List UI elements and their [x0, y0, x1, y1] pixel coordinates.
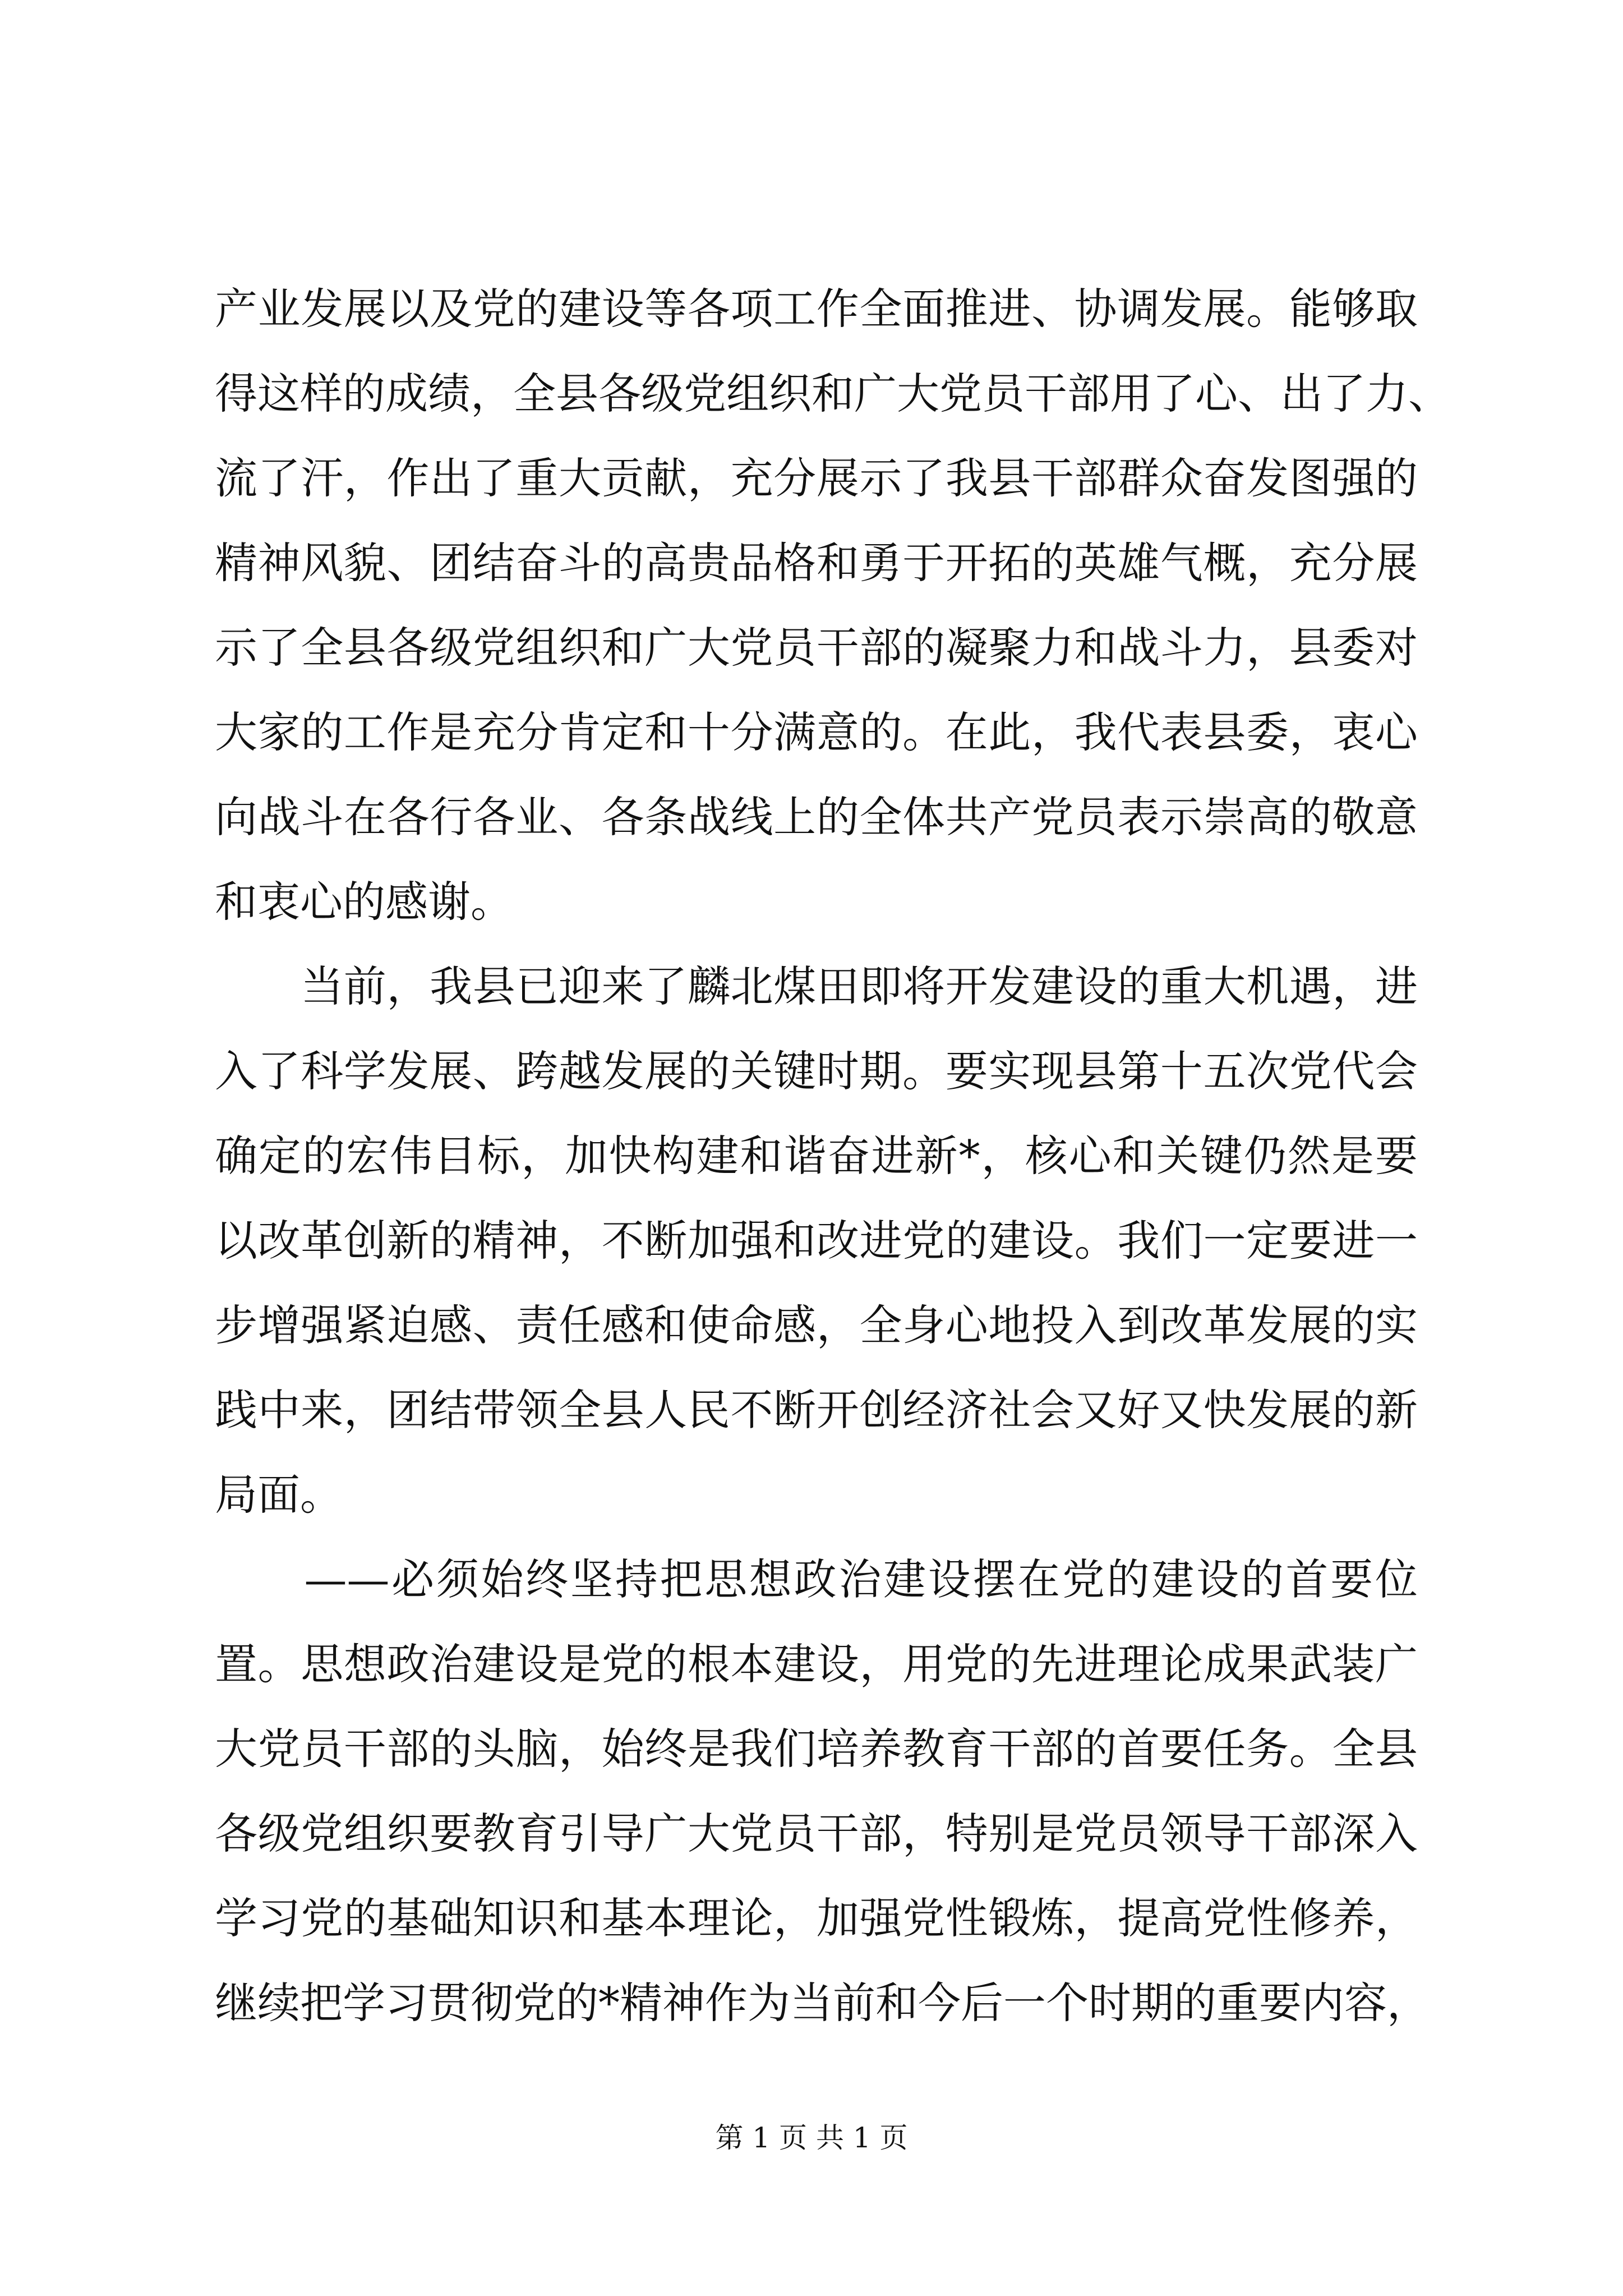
text-line: 当前，我县已迎来了麟北煤田即将开发建设的重大机遇，进: [215, 961, 1418, 1011]
text-line: 践中来，团结带领全县人民不断开创经济社会又好又快发展的新: [215, 1385, 1418, 1435]
page-number-footer: 第 1 页 共 1 页: [715, 2122, 908, 2154]
text-line: 学习党的基础知识和基本理论，加强党性锻炼，提高党性修养，: [215, 1893, 1418, 1943]
text-line: 确定的宏伟目标，加快构建和谐奋进新*，核心和关键仍然是要: [215, 1131, 1418, 1181]
text-line: 大党员干部的头脑，始终是我们培养教育干部的首要任务。全县: [215, 1724, 1418, 1774]
text-line: 示了全县各级党组织和广大党员干部的凝聚力和战斗力，县委对: [215, 623, 1418, 673]
text-line: ——必须始终坚持把思想政治建设摆在党的建设的首要位: [215, 1554, 1418, 1604]
document-body: [215, 266, 1451, 2045]
text-line: 局面。: [215, 1470, 343, 1520]
text-line: 置。思想政治建设是党的根本建设，用党的先进理论成果武装广: [215, 1639, 1418, 1689]
text-line: 继续把学习贯彻党的*精神作为当前和今后一个时期的重要内容，: [215, 1978, 1430, 2028]
text-line: 产业发展以及党的建设等各项工作全面推进、协调发展。能够取: [215, 284, 1418, 334]
text-line: 精神风貌、团结奋斗的高贵品格和勇于开拓的英雄气概，充分展: [215, 538, 1418, 588]
text-line: 以改革创新的精神，不断加强和改进党的建设。我们一定要进一: [215, 1216, 1418, 1266]
text-line: 大家的工作是充分肯定和十分满意的。在此，我代表县委，衷心: [215, 707, 1418, 757]
text-line: 各级党组织要教育引导广大党员干部，特别是党员领导干部深入: [215, 1809, 1418, 1858]
text-line: 向战斗在各行各业、各条战线上的全体共产党员表示崇高的敬意: [215, 792, 1418, 842]
text-line: 步增强紧迫感、责任感和使命感，全身心地投入到改革发展的实: [215, 1300, 1418, 1350]
text-line: 得这样的成绩，全县各级党组织和广大党员干部用了心、出了力、: [215, 369, 1451, 418]
text-line: 和衷心的感谢。: [215, 877, 513, 927]
text-line: 流了汗，作出了重大贡献，充分展示了我县干部群众奋发图强的: [215, 453, 1418, 503]
text-line: 入了科学发展、跨越发展的关键时期。要实现县第十五次党代会: [215, 1046, 1418, 1096]
